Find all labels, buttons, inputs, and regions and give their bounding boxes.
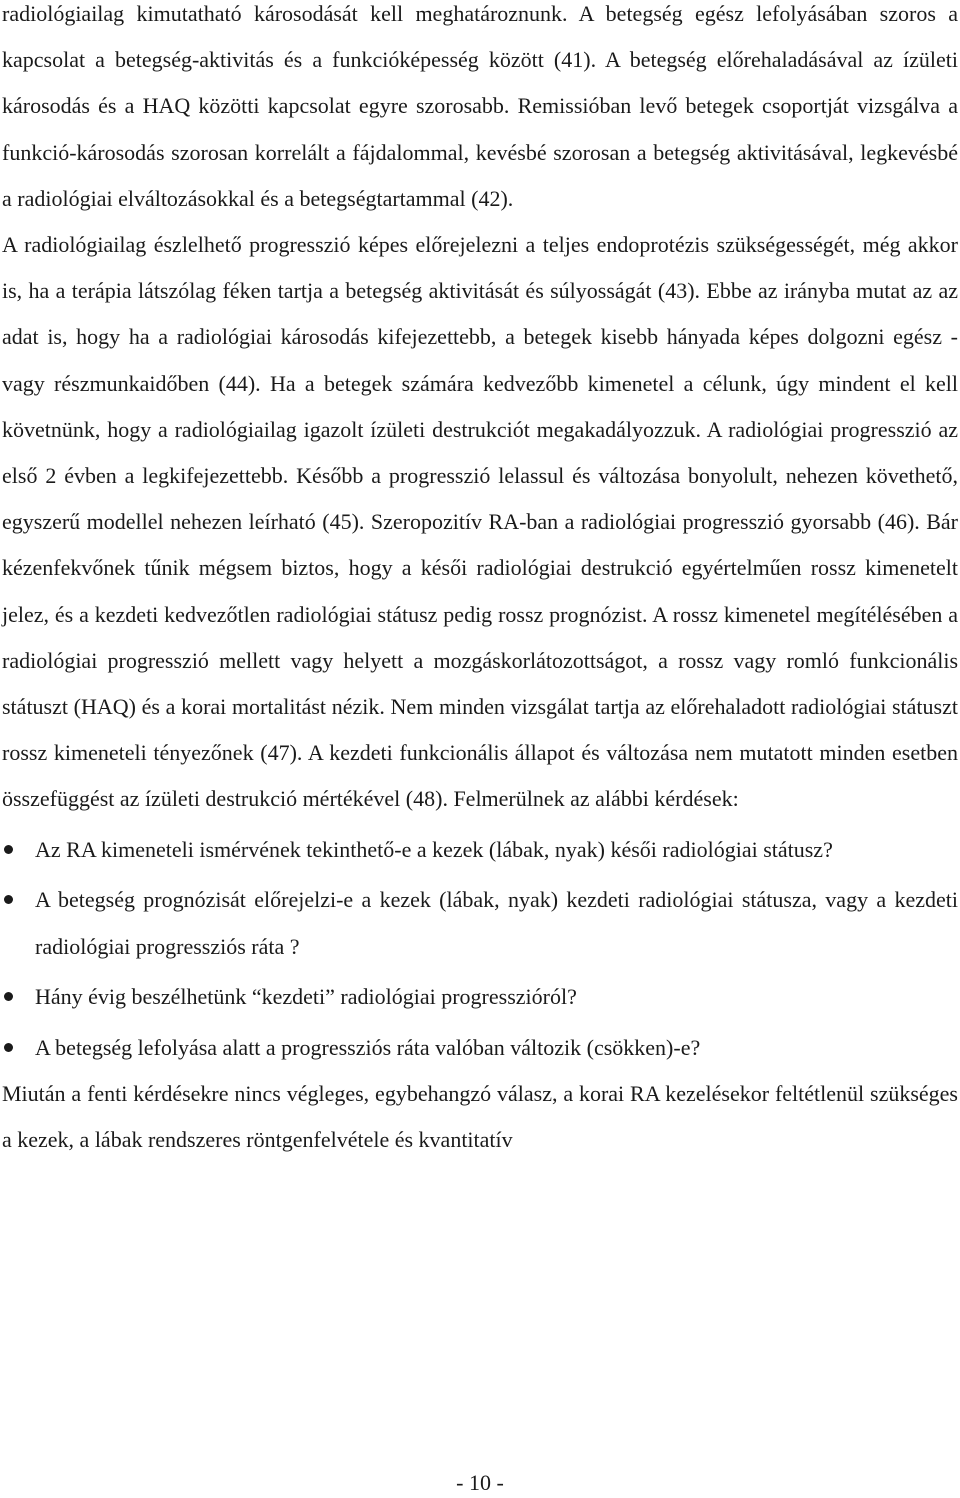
bullet-icon <box>4 895 13 904</box>
paragraph-radiological-progression: A radiológiailag észlelhető progresszió képes előrejelezni a teljes endoprotézis szükségességét, még akkor is, ha a terápia látszólag féken tartja a betegség aktivitását és súlyosságát (43). Ebbe az irányba mutat az az adat is, hogy ha a radiológiai károsodás kifejezettebb, a betegek kisebb hányada képes dolgozni egész - vagy részmunkaidőben (44). Ha a betegek számára kedvezőbb kimenetel a célunk, úgy mindent el kell követnünk, hogy a radiológiailag igazolt ízületi destrukciót megakadályozzuk. A radiológiai progresszió az első 2 évben a legkifejezettebb. Később a progresszió lelassul és változása bonyolult, nehezen követhető, egyszerű modellel nehezen leírható (45). Szeropozitív RA-ban a radiológiai progresszió gyorsabb (46). Bár kézenfekvőnek tűnik mégsem biztos, hogy a késői radiológiai destrukció egyértelműen rossz kimenetelt jelez, és a kezdeti kedvezőtlen radiológiai státusz pedig rossz prognózist. A rossz kimenetel megítélésében a radiológiai progresszió mellett vagy helyett a mozgáskorlátozottságot, a rossz vagy romló funkcionális státuszt (HAQ) és a korai mortalitást nézik. Nem minden vizsgálat tartja az előrehaladott radiológiai státuszt rossz kimeneteli tényezőnek (47). A kezdeti funkcionális állapot és változása nem mutatott minden esetben összefüggést az ízületi destrukció mértékével (48). Felmerülnek az alábbi kérdések: <box>2 232 958 812</box>
bullet-icon <box>4 992 13 1001</box>
question-text: Az RA kimeneteli ismérvének tekinthető-e a kezek (lábak, nyak) késői radiológiai státusz? <box>35 836 833 862</box>
paragraph-conclusion: Miután a fenti kérdésekre nincs végleges, egybehangzó válasz, a korai RA kezelésekor feltétlenül szükséges a kezek, a lábak rendszeres röntgenfelvétele és kvantitatív <box>2 1081 958 1153</box>
list-item <box>2 1025 958 1072</box>
bullet-icon <box>4 1043 13 1052</box>
question-text: A betegség lefolyása alatt a progressziós ráta valóban változik (csökken)-e? <box>35 1034 701 1060</box>
list-item <box>2 827 958 874</box>
question-text: Hány évig beszélhetünk “kezdeti” radiológiai progresszióról? <box>35 984 577 1010</box>
question-list <box>2 827 958 1072</box>
list-item <box>2 877 958 970</box>
bullet-icon <box>4 845 13 854</box>
paragraph-functional-correlation: radiológiailag kimutatható károsodását kell meghatároznunk. A betegség egész lefolyásában szoros a kapcsolat a betegség-aktivitás és a funkcióképesség között (41). A betegség előrehaladásával az ízületi károsodás és a HAQ közötti kapcsolat egyre szorosabb. Remissióban levő betegek csoportját vizsgálva a funkció-károsodás szorosan korrelált a fájdalommal, kevésbé szorosan a betegség aktivitásával, legkevésbé a radiológiai elváltozásokkal és a betegségtartammal (42). <box>2 1 958 211</box>
page-number: - 10 - <box>456 1470 504 1495</box>
question-text: A betegség prognózisát előrejelzi-e a kezek (lábak, nyak) kezdeti radiológiai státusza, vagy a kezdeti radiológiai progressziós ráta ? <box>35 887 958 959</box>
list-item <box>2 974 958 1021</box>
